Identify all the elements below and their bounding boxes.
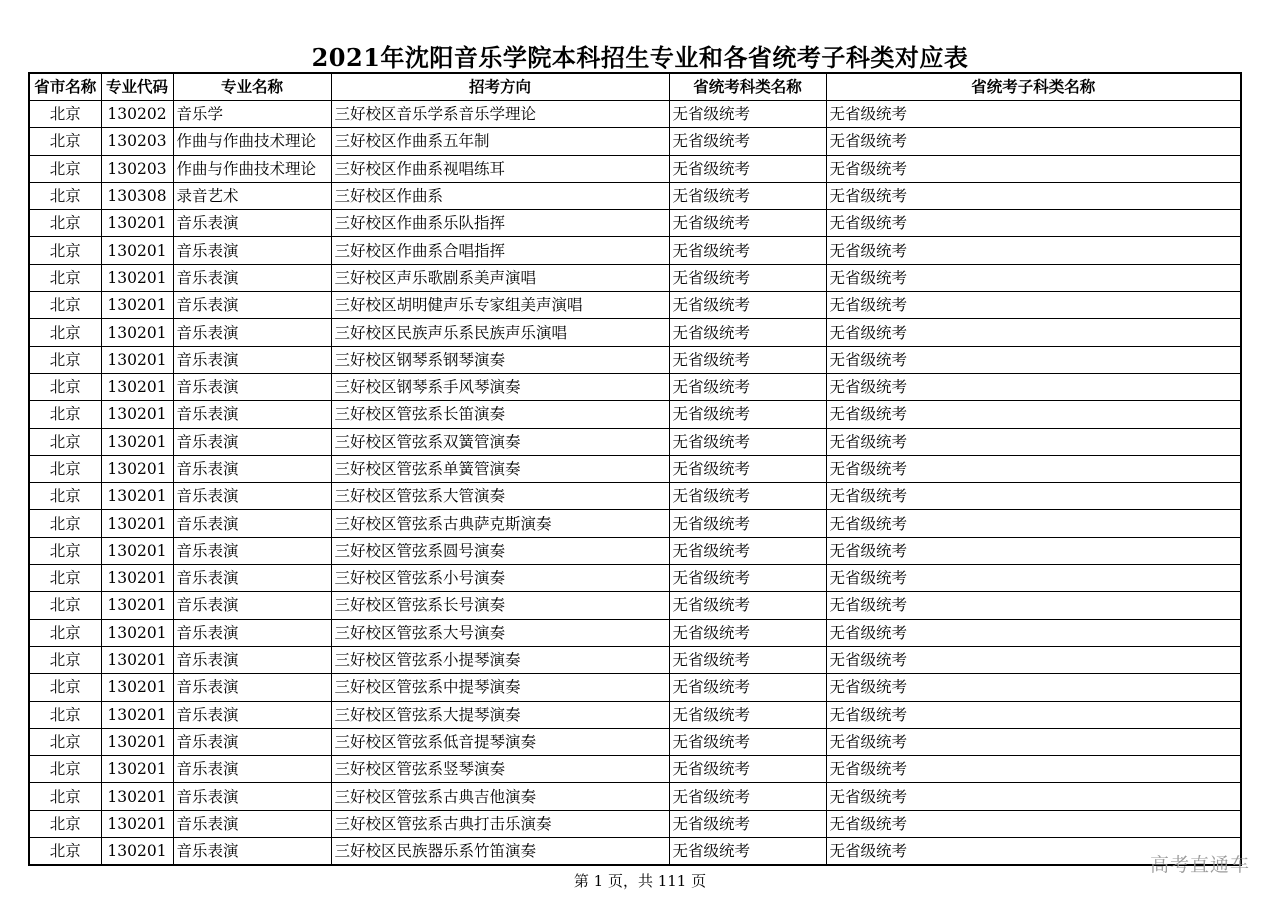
cell-major-code: 130201 [101, 373, 173, 400]
cell-direction: 三好校区民族声乐系民族声乐演唱 [331, 319, 669, 346]
cell-direction: 三好校区管弦系古典萨克斯演奏 [331, 510, 669, 537]
cell-major-name: 音乐表演 [173, 210, 331, 237]
cell-direction: 三好校区钢琴系手风琴演奏 [331, 373, 669, 400]
cell-major-code: 130201 [101, 483, 173, 510]
cell-direction: 三好校区音乐学系音乐学理论 [331, 101, 669, 128]
admission-table [28, 72, 1242, 866]
table-row [29, 401, 1241, 428]
cell-major-name: 音乐表演 [173, 810, 331, 837]
cell-subcategory: 无省级统考 [826, 428, 1241, 455]
cell-province: 北京 [29, 701, 101, 728]
table-row [29, 619, 1241, 646]
table-row [29, 428, 1241, 455]
cell-category: 无省级统考 [669, 646, 826, 673]
cell-subcategory: 无省级统考 [826, 455, 1241, 482]
table-row [29, 264, 1241, 291]
cell-province: 北京 [29, 646, 101, 673]
cell-major-name: 音乐表演 [173, 646, 331, 673]
cell-major-name: 音乐表演 [173, 728, 331, 755]
watermark-text: 高考直通车 [1149, 854, 1250, 876]
table-body [29, 101, 1241, 866]
cell-subcategory: 无省级统考 [826, 237, 1241, 264]
cell-subcategory: 无省级统考 [826, 319, 1241, 346]
cell-subcategory: 无省级统考 [826, 728, 1241, 755]
cell-major-code: 130201 [101, 210, 173, 237]
cell-major-code: 130201 [101, 674, 173, 701]
cell-subcategory: 无省级统考 [826, 101, 1241, 128]
cell-direction: 三好校区作曲系五年制 [331, 128, 669, 155]
cell-subcategory: 无省级统考 [826, 756, 1241, 783]
cell-category: 无省级统考 [669, 128, 826, 155]
table-row [29, 210, 1241, 237]
cell-major-name: 音乐表演 [173, 783, 331, 810]
cell-province: 北京 [29, 319, 101, 346]
cell-category: 无省级统考 [669, 756, 826, 783]
cell-subcategory: 无省级统考 [826, 292, 1241, 319]
cell-category: 无省级统考 [669, 264, 826, 291]
cell-province: 北京 [29, 756, 101, 783]
cell-province: 北京 [29, 510, 101, 537]
cell-major-code: 130201 [101, 537, 173, 564]
cell-subcategory: 无省级统考 [826, 674, 1241, 701]
page-footer: 第 1 页，共 111 页 [573, 872, 707, 890]
table-row [29, 592, 1241, 619]
cell-major-code: 130202 [101, 101, 173, 128]
cell-major-code: 130201 [101, 565, 173, 592]
cell-direction: 三好校区管弦系竖琴演奏 [331, 756, 669, 783]
table-row [29, 537, 1241, 564]
cell-category: 无省级统考 [669, 428, 826, 455]
table-row [29, 701, 1241, 728]
cell-province: 北京 [29, 565, 101, 592]
cell-direction: 三好校区钢琴系钢琴演奏 [331, 346, 669, 373]
cell-category: 无省级统考 [669, 810, 826, 837]
cell-direction: 三好校区作曲系视唱练耳 [331, 155, 669, 182]
cell-direction: 三好校区管弦系大提琴演奏 [331, 701, 669, 728]
cell-subcategory: 无省级统考 [826, 182, 1241, 209]
cell-major-name: 音乐表演 [173, 510, 331, 537]
cell-province: 北京 [29, 838, 101, 866]
cell-category: 无省级统考 [669, 237, 826, 264]
cell-major-name: 作曲与作曲技术理论 [173, 155, 331, 182]
cell-major-name: 录音艺术 [173, 182, 331, 209]
cell-direction: 三好校区管弦系低音提琴演奏 [331, 728, 669, 755]
cell-major-name: 音乐表演 [173, 483, 331, 510]
cell-direction: 三好校区作曲系合唱指挥 [331, 237, 669, 264]
cell-province: 北京 [29, 128, 101, 155]
cell-category: 无省级统考 [669, 565, 826, 592]
cell-province: 北京 [29, 483, 101, 510]
header-major-code: 专业代码 [101, 73, 173, 101]
cell-category: 无省级统考 [669, 619, 826, 646]
table-row [29, 483, 1241, 510]
table-row [29, 455, 1241, 482]
header-major-name: 专业名称 [173, 73, 331, 101]
header-subcategory: 省统考子科类名称 [826, 73, 1241, 101]
cell-category: 无省级统考 [669, 783, 826, 810]
cell-category: 无省级统考 [669, 728, 826, 755]
cell-subcategory: 无省级统考 [826, 155, 1241, 182]
table-row [29, 155, 1241, 182]
cell-province: 北京 [29, 674, 101, 701]
cell-major-name: 音乐表演 [173, 701, 331, 728]
cell-major-code: 130203 [101, 128, 173, 155]
cell-category: 无省级统考 [669, 483, 826, 510]
cell-direction: 三好校区作曲系 [331, 182, 669, 209]
table-row [29, 128, 1241, 155]
cell-subcategory: 无省级统考 [826, 346, 1241, 373]
cell-major-name: 音乐表演 [173, 264, 331, 291]
cell-major-code: 130201 [101, 783, 173, 810]
cell-subcategory: 无省级统考 [826, 210, 1241, 237]
cell-province: 北京 [29, 728, 101, 755]
cell-category: 无省级统考 [669, 210, 826, 237]
cell-subcategory: 无省级统考 [826, 838, 1241, 866]
cell-category: 无省级统考 [669, 838, 826, 866]
cell-province: 北京 [29, 182, 101, 209]
cell-subcategory: 无省级统考 [826, 483, 1241, 510]
cell-major-code: 130201 [101, 264, 173, 291]
cell-province: 北京 [29, 401, 101, 428]
cell-major-code: 130201 [101, 838, 173, 866]
table-row [29, 373, 1241, 400]
cell-category: 无省级统考 [669, 182, 826, 209]
cell-direction: 三好校区管弦系长号演奏 [331, 592, 669, 619]
cell-category: 无省级统考 [669, 155, 826, 182]
cell-major-name: 音乐表演 [173, 455, 331, 482]
cell-subcategory: 无省级统考 [826, 592, 1241, 619]
cell-category: 无省级统考 [669, 537, 826, 564]
cell-direction: 三好校区管弦系古典吉他演奏 [331, 783, 669, 810]
cell-major-code: 130201 [101, 510, 173, 537]
document-title: 2021年沈阳音乐学院本科招生专业和各省统考子科类对应表 [311, 43, 969, 72]
cell-direction: 三好校区管弦系中提琴演奏 [331, 674, 669, 701]
cell-province: 北京 [29, 455, 101, 482]
cell-province: 北京 [29, 783, 101, 810]
cell-major-code: 130201 [101, 346, 173, 373]
cell-direction: 三好校区管弦系古典打击乐演奏 [331, 810, 669, 837]
cell-category: 无省级统考 [669, 346, 826, 373]
header-province: 省市名称 [29, 73, 101, 101]
table-row [29, 346, 1241, 373]
cell-direction: 三好校区民族器乐系竹笛演奏 [331, 838, 669, 866]
cell-direction: 三好校区管弦系长笛演奏 [331, 401, 669, 428]
cell-subcategory: 无省级统考 [826, 401, 1241, 428]
cell-major-name: 音乐表演 [173, 592, 331, 619]
cell-province: 北京 [29, 155, 101, 182]
cell-category: 无省级统考 [669, 701, 826, 728]
table-row [29, 728, 1241, 755]
cell-province: 北京 [29, 346, 101, 373]
cell-subcategory: 无省级统考 [826, 510, 1241, 537]
cell-subcategory: 无省级统考 [826, 701, 1241, 728]
cell-major-name: 作曲与作曲技术理论 [173, 128, 331, 155]
table-row [29, 182, 1241, 209]
cell-major-code: 130201 [101, 728, 173, 755]
cell-direction: 三好校区管弦系圆号演奏 [331, 537, 669, 564]
cell-major-name: 音乐表演 [173, 319, 331, 346]
table-row [29, 101, 1241, 128]
cell-direction: 三好校区管弦系大号演奏 [331, 619, 669, 646]
cell-direction: 三好校区声乐歌剧系美声演唱 [331, 264, 669, 291]
table-row [29, 838, 1241, 866]
cell-major-code: 130201 [101, 237, 173, 264]
cell-province: 北京 [29, 810, 101, 837]
table-row [29, 565, 1241, 592]
table-row [29, 783, 1241, 810]
cell-direction: 三好校区管弦系单簧管演奏 [331, 455, 669, 482]
table-header-row [29, 73, 1241, 101]
cell-category: 无省级统考 [669, 455, 826, 482]
cell-category: 无省级统考 [669, 319, 826, 346]
cell-category: 无省级统考 [669, 373, 826, 400]
cell-major-code: 130201 [101, 646, 173, 673]
cell-major-code: 130201 [101, 701, 173, 728]
cell-major-code: 130201 [101, 401, 173, 428]
table-row [29, 292, 1241, 319]
cell-province: 北京 [29, 537, 101, 564]
cell-category: 无省级统考 [669, 674, 826, 701]
cell-province: 北京 [29, 373, 101, 400]
cell-major-code: 130201 [101, 428, 173, 455]
cell-direction: 三好校区管弦系大管演奏 [331, 483, 669, 510]
cell-subcategory: 无省级统考 [826, 646, 1241, 673]
cell-subcategory: 无省级统考 [826, 128, 1241, 155]
cell-province: 北京 [29, 428, 101, 455]
table-row [29, 756, 1241, 783]
cell-major-name: 音乐表演 [173, 401, 331, 428]
cell-province: 北京 [29, 264, 101, 291]
cell-major-name: 音乐表演 [173, 237, 331, 264]
cell-major-code: 130201 [101, 619, 173, 646]
cell-subcategory: 无省级统考 [826, 537, 1241, 564]
table-row [29, 674, 1241, 701]
cell-category: 无省级统考 [669, 292, 826, 319]
cell-province: 北京 [29, 619, 101, 646]
cell-major-name: 音乐表演 [173, 292, 331, 319]
cell-major-code: 130201 [101, 319, 173, 346]
table-row [29, 646, 1241, 673]
cell-subcategory: 无省级统考 [826, 810, 1241, 837]
cell-subcategory: 无省级统考 [826, 783, 1241, 810]
cell-category: 无省级统考 [669, 401, 826, 428]
table-row [29, 810, 1241, 837]
cell-subcategory: 无省级统考 [826, 619, 1241, 646]
table-row [29, 237, 1241, 264]
cell-province: 北京 [29, 210, 101, 237]
table-row [29, 510, 1241, 537]
cell-category: 无省级统考 [669, 101, 826, 128]
cell-major-code: 130201 [101, 292, 173, 319]
cell-category: 无省级统考 [669, 592, 826, 619]
cell-major-code: 130201 [101, 810, 173, 837]
header-category: 省统考科类名称 [669, 73, 826, 101]
cell-direction: 三好校区管弦系小提琴演奏 [331, 646, 669, 673]
header-direction: 招考方向 [331, 73, 669, 101]
cell-major-name: 音乐表演 [173, 674, 331, 701]
cell-direction: 三好校区管弦系小号演奏 [331, 565, 669, 592]
cell-major-name: 音乐学 [173, 101, 331, 128]
cell-direction: 三好校区作曲系乐队指挥 [331, 210, 669, 237]
cell-major-code: 130308 [101, 182, 173, 209]
cell-direction: 三好校区管弦系双簧管演奏 [331, 428, 669, 455]
table-row [29, 319, 1241, 346]
cell-major-code: 130201 [101, 455, 173, 482]
cell-province: 北京 [29, 101, 101, 128]
cell-province: 北京 [29, 592, 101, 619]
cell-major-code: 130201 [101, 592, 173, 619]
cell-major-name: 音乐表演 [173, 346, 331, 373]
cell-major-name: 音乐表演 [173, 428, 331, 455]
cell-subcategory: 无省级统考 [826, 565, 1241, 592]
cell-subcategory: 无省级统考 [826, 373, 1241, 400]
cell-category: 无省级统考 [669, 510, 826, 537]
cell-subcategory: 无省级统考 [826, 264, 1241, 291]
cell-major-name: 音乐表演 [173, 838, 331, 866]
cell-major-name: 音乐表演 [173, 756, 331, 783]
cell-major-name: 音乐表演 [173, 619, 331, 646]
cell-major-name: 音乐表演 [173, 537, 331, 564]
cell-major-name: 音乐表演 [173, 373, 331, 400]
cell-major-name: 音乐表演 [173, 565, 331, 592]
cell-major-code: 130203 [101, 155, 173, 182]
cell-direction: 三好校区胡明健声乐专家组美声演唱 [331, 292, 669, 319]
cell-major-code: 130201 [101, 756, 173, 783]
cell-province: 北京 [29, 292, 101, 319]
cell-province: 北京 [29, 237, 101, 264]
